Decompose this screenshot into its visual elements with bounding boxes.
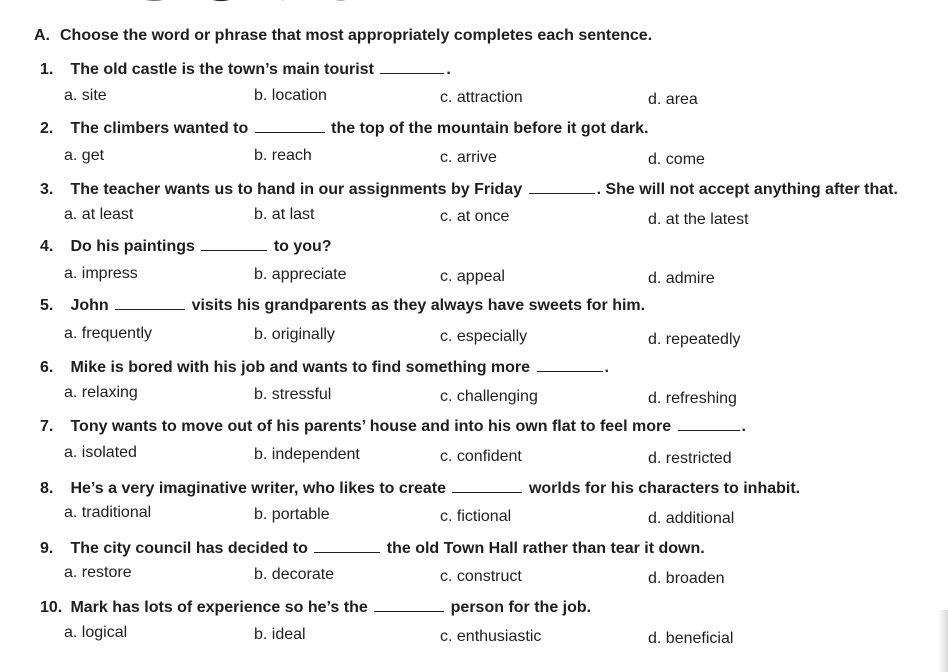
option-d[interactable]: d. refreshing [648, 390, 737, 407]
option-b[interactable]: b. at last [254, 206, 315, 223]
option-a[interactable]: a. frequently [64, 325, 153, 342]
answer-blank[interactable] [678, 418, 740, 431]
question-number: 4. [40, 238, 54, 255]
option-c[interactable]: c. fictional [440, 508, 512, 525]
section-letter: A. [34, 27, 50, 44]
option-a[interactable]: a. get [64, 147, 105, 164]
option-b[interactable]: b. independent [254, 446, 360, 463]
question-5 [40, 297, 645, 315]
question-text-after: visits his grandparents as they always have sweets for him. [191, 297, 646, 314]
page-edge-shadow [938, 610, 948, 672]
question-text-after: the old Town Hall rather than tear it down. [386, 540, 705, 557]
option-d[interactable]: d. beneficial [648, 630, 734, 647]
question-6 [40, 359, 609, 377]
question-text-before: The climbers wanted to [70, 120, 249, 137]
question-number: 2. [40, 120, 54, 137]
option-d[interactable]: d. additional [648, 510, 735, 527]
option-d[interactable]: d. restricted [648, 450, 732, 467]
option-c[interactable]: c. attraction [440, 89, 523, 106]
question-3 [40, 181, 898, 199]
option-a[interactable]: a. logical [64, 624, 128, 641]
question-text-before: Mark has lots of experience so he’s the [70, 599, 368, 616]
option-b[interactable]: b. stressful [254, 386, 332, 403]
question-text-after: to you? [273, 238, 332, 255]
option-c[interactable]: c. challenging [440, 388, 538, 405]
option-c[interactable]: c. construct [440, 568, 522, 585]
option-a[interactable]: a. at least [64, 206, 134, 223]
question-text-after: . [741, 418, 746, 435]
option-b[interactable]: b. originally [254, 326, 335, 343]
question-text-before: Tony wants to move out of his parents’ house and into his own flat to feel more [70, 418, 672, 435]
question-text-before: The old castle is the town’s main tourist [70, 61, 374, 78]
question-number: 3. [40, 181, 54, 198]
question-text-after: . [604, 359, 609, 376]
option-a[interactable]: a. impress [64, 265, 138, 282]
option-a[interactable]: a. traditional [64, 504, 152, 521]
answer-blank[interactable] [115, 297, 185, 310]
question-number: 7. [40, 418, 54, 435]
option-d[interactable]: d. admire [648, 270, 715, 287]
question-number: 1. [40, 61, 54, 78]
question-10 [40, 599, 591, 617]
answer-blank[interactable] [201, 238, 267, 251]
option-a[interactable]: a. isolated [64, 444, 137, 461]
question-text-before: John [70, 297, 109, 314]
answer-blank[interactable] [537, 359, 603, 372]
option-d[interactable]: d. broaden [648, 570, 725, 587]
option-c[interactable]: c. at once [440, 208, 510, 225]
question-text-after: person for the job. [450, 599, 592, 616]
answer-blank[interactable] [314, 540, 380, 553]
question-number: 6. [40, 359, 54, 376]
option-b[interactable]: b. appreciate [254, 266, 347, 283]
option-d[interactable]: d. at the latest [648, 211, 749, 228]
answer-blank[interactable] [374, 599, 444, 612]
question-4 [40, 238, 332, 256]
question-text-before: He’s a very imaginative writer, who likes to create [70, 480, 447, 497]
question-text-before: Do his paintings [70, 238, 195, 255]
option-d[interactable]: d. repeatedly [648, 331, 741, 348]
question-text-before: Mike is bored with his job and wants to find something more [70, 359, 531, 376]
question-number: 10. [40, 599, 63, 616]
option-c[interactable]: c. enthusiastic [440, 628, 542, 645]
question-9 [40, 540, 705, 558]
cut-off-handwriting [120, 0, 440, 6]
option-c[interactable]: c. arrive [440, 149, 497, 166]
option-d[interactable]: d. come [648, 151, 705, 168]
option-a[interactable]: a. restore [64, 564, 132, 581]
option-b[interactable]: b. location [254, 87, 327, 104]
option-b[interactable]: b. portable [254, 506, 330, 523]
answer-blank[interactable] [380, 61, 444, 74]
option-a[interactable]: a. site [64, 87, 107, 104]
question-text-after: . [446, 61, 451, 78]
option-c[interactable]: c. appeal [440, 268, 505, 285]
answer-blank[interactable] [529, 181, 595, 194]
option-c[interactable]: c. especially [440, 328, 528, 345]
question-text-after: worlds for his characters to inhabit. [528, 480, 801, 497]
option-b[interactable]: b. decorate [254, 566, 335, 583]
question-number: 9. [40, 540, 54, 557]
question-text-after: . She will not accept anything after that. [596, 181, 898, 198]
answer-blank[interactable] [255, 120, 325, 133]
option-b[interactable]: b. ideal [254, 626, 306, 643]
question-text-before: The city council has decided to [70, 540, 308, 557]
question-1 [40, 61, 451, 79]
question-number: 8. [40, 480, 54, 497]
question-number: 5. [40, 297, 54, 314]
option-c[interactable]: c. confident [440, 448, 522, 465]
question-2 [40, 120, 649, 138]
question-text-before: The teacher wants us to hand in our assignments by Friday [70, 181, 523, 198]
question-7 [40, 418, 746, 436]
option-a[interactable]: a. relaxing [64, 384, 138, 401]
answer-blank[interactable] [452, 480, 522, 493]
exercise-heading [34, 27, 652, 45]
question-8 [40, 480, 800, 498]
option-b[interactable]: b. reach [254, 147, 312, 164]
question-text-after: the top of the mountain before it got dark. [331, 120, 649, 137]
instruction-text: Choose the word or phrase that most appropriately completes each sentence. [60, 27, 653, 44]
option-d[interactable]: d. area [648, 91, 698, 108]
